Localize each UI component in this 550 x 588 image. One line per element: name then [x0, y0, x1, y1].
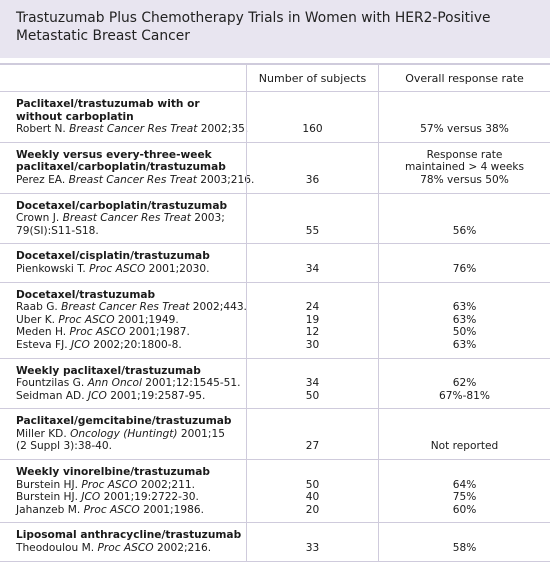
response-cell [378, 409, 550, 459]
reference-journal: JCO [87, 389, 107, 402]
response-value [379, 212, 550, 225]
reference-author: Uber K. [16, 313, 59, 326]
response-value: Response rate [426, 148, 503, 161]
subjects-cell [246, 460, 378, 522]
response-value [379, 365, 550, 378]
table-body [0, 92, 550, 562]
reference-citation: 2001;1986. [139, 503, 204, 516]
subjects-value: 24 [305, 301, 320, 314]
reference-line [16, 479, 246, 492]
trial-cell [0, 244, 246, 281]
trial-cell [0, 523, 246, 560]
reference-line [16, 314, 246, 327]
regimen-heading: Liposomal anthracycline/trastuzumab [16, 529, 242, 542]
reference-author: (2 Suppl 3):38-40. [16, 440, 113, 453]
subjects-cell [246, 143, 378, 193]
response-cell [378, 523, 550, 560]
reference-journal: Proc ASCO [58, 313, 115, 326]
response-cell [378, 244, 550, 281]
subjects-value [247, 529, 378, 542]
subjects-value [247, 289, 378, 302]
reference-line [16, 212, 246, 225]
trial-cell [0, 409, 246, 459]
reference-author: Robert N. [16, 123, 70, 136]
subjects-value [247, 161, 378, 174]
reference-journal: Ann Oncol [87, 377, 142, 390]
regimen-heading: Paclitaxel/gemcitabine/trastuzumab [16, 415, 232, 428]
response-value: 60% [452, 503, 477, 516]
reference-line [16, 542, 246, 555]
response-value: 67%-81% [439, 389, 490, 402]
trial-group [0, 409, 550, 460]
trial-group [0, 194, 550, 245]
reference-citation: 2001;19:2722-30. [100, 491, 199, 504]
response-cell [378, 359, 550, 409]
reference-citation: 2001;1987. [125, 326, 190, 339]
subjects-value [247, 250, 378, 263]
subjects-value [247, 415, 378, 428]
reference-journal: Proc ASCO [89, 262, 146, 275]
response-value: 75% [452, 491, 477, 504]
reference-journal: JCO [81, 491, 101, 504]
trial-group [0, 92, 550, 143]
reference-line [16, 263, 246, 276]
regimen-heading: without carboplatin [16, 110, 134, 123]
response-value: 63% [452, 301, 477, 314]
trial-group [0, 244, 550, 282]
reference-author: Perez EA. [16, 173, 69, 186]
subjects-value: 160 [302, 123, 323, 136]
response-value [379, 289, 550, 302]
response-cell [378, 283, 550, 358]
response-value: 64% [452, 478, 477, 491]
reference-citation: 2001;15 [177, 427, 225, 440]
subjects-value [247, 365, 378, 378]
subjects-value: 30 [305, 338, 320, 351]
reference-author: Fountzilas G. [16, 377, 88, 390]
reference-citation: 2003;216. [196, 173, 255, 186]
regimen-heading: paclitaxel/carboplatin/trastuzumab [16, 161, 226, 174]
response-value [379, 250, 550, 263]
header-subjects: Number of subjects [246, 65, 378, 91]
table-title: Trastuzumab Plus Chemotherapy Trials in Women with HER2-Positive Metastatic Breast Cancer [0, 0, 550, 58]
subjects-value: 36 [305, 173, 320, 186]
reference-citation: 2003; [190, 212, 225, 225]
reference-line [16, 504, 246, 517]
reference-journal: Proc ASCO [81, 478, 138, 491]
subjects-value: 50 [305, 478, 320, 491]
subjects-cell [246, 92, 378, 142]
response-value: 63% [452, 338, 477, 351]
regimen-heading: Weekly paclitaxel/trastuzumab [16, 364, 201, 377]
reference-journal: Proc ASCO [83, 503, 140, 516]
trial-cell [0, 359, 246, 409]
reference-line [16, 491, 246, 504]
trial-group [0, 359, 550, 410]
reference-author: Burstein HJ. [16, 491, 82, 504]
response-value: 56% [452, 224, 477, 237]
subjects-value [247, 200, 378, 213]
subjects-cell [246, 283, 378, 358]
trial-group [0, 523, 550, 561]
subjects-value [247, 212, 378, 225]
reference-line [16, 123, 249, 136]
reference-citation: 2002;443. [189, 301, 247, 314]
response-value [379, 529, 550, 542]
response-value: 76% [452, 262, 477, 275]
reference-citation: 2001;1949. [114, 313, 179, 326]
reference-citation: 2002;20:1800-8. [89, 338, 182, 351]
response-value: maintained > 4 weeks [404, 161, 525, 174]
response-cell [378, 143, 550, 193]
response-value: 63% [452, 313, 477, 326]
subjects-value: 50 [305, 389, 320, 402]
reference-citation: 2001;19:2587-95. [106, 389, 206, 402]
regimen-heading: Docetaxel/carboplatin/trastuzumab [16, 199, 228, 212]
subjects-value: 19 [305, 313, 320, 326]
regimen-heading: Docetaxel/trastuzumab [16, 288, 156, 301]
subjects-value: 33 [305, 542, 320, 555]
response-value [379, 415, 550, 428]
header-response: Overall response rate [378, 65, 550, 91]
reference-line [16, 326, 246, 339]
reference-author: Burstein HJ. [16, 478, 82, 491]
trial-group [0, 283, 550, 359]
reference-line [16, 173, 255, 187]
subjects-value: 40 [305, 491, 320, 504]
response-value [379, 466, 550, 479]
subjects-cell [246, 194, 378, 244]
response-value: 58% [452, 542, 477, 555]
response-value [379, 111, 550, 124]
reference-line [16, 339, 246, 352]
reference-citation: 2001;2030. [145, 262, 210, 275]
subjects-cell [246, 359, 378, 409]
reference-line [16, 428, 246, 441]
reference-author: Theodoulou M. [16, 542, 98, 555]
subjects-value [247, 111, 378, 124]
response-value: 78% versus 50% [420, 173, 509, 186]
subjects-cell [246, 523, 378, 560]
trial-group [0, 460, 550, 523]
subjects-value: 12 [305, 326, 320, 339]
regimen-heading: Docetaxel/cisplatin/trastuzumab [16, 250, 210, 263]
reference-author: Seidman AD. [16, 389, 88, 402]
regimen-heading: Weekly versus every-three-week [16, 148, 212, 161]
response-value [379, 200, 550, 213]
reference-author: Meden H. [16, 326, 70, 339]
reference-author: Raab G. [16, 301, 62, 314]
reference-journal: Breast Cancer Res Treat [68, 173, 197, 186]
subjects-value: 34 [305, 262, 320, 275]
response-value [379, 98, 550, 111]
regimen-heading: Paclitaxel/trastuzumab with or [16, 98, 200, 110]
subjects-cell [246, 409, 378, 459]
reference-citation: 2001;12:1545-51. [141, 377, 241, 390]
reference-line [16, 377, 246, 390]
response-value: 50% [452, 326, 477, 339]
response-cell [378, 92, 550, 142]
reference-journal: Breast Cancer Res Treat [69, 123, 198, 136]
reference-journal: Breast Cancer Res Treat [61, 301, 190, 314]
reference-citation: 2002;216. [153, 542, 212, 555]
response-value: 57% versus 38% [420, 123, 509, 136]
reference-journal: JCO [70, 338, 90, 351]
reference-line [16, 390, 246, 403]
subjects-cell [246, 244, 378, 281]
reference-citation: 2002;211. [137, 478, 196, 491]
trial-cell [0, 143, 255, 193]
reference-line [16, 225, 246, 238]
reference-line [16, 440, 246, 453]
response-cell [378, 460, 550, 522]
subjects-value: 34 [305, 377, 320, 390]
reference-journal: Oncology (Huntingt) [70, 427, 178, 440]
response-value: 62% [452, 377, 477, 390]
subjects-value [247, 149, 378, 162]
table-header-row [0, 63, 550, 92]
subjects-value [247, 428, 378, 441]
reference-author: Crown J. [16, 212, 63, 225]
reference-author: Pienkowski T. [16, 262, 90, 275]
response-value [379, 428, 550, 441]
response-cell [378, 194, 550, 244]
trial-group [0, 143, 550, 194]
reference-author: 79(SI):S11-S18. [16, 224, 99, 237]
reference-author: Jahanzeb M. [16, 503, 84, 516]
trial-cell [0, 283, 246, 358]
subjects-value: 20 [305, 503, 320, 516]
subjects-value [247, 466, 378, 479]
trial-cell [0, 460, 246, 522]
subjects-value: 27 [305, 440, 320, 453]
reference-author: Esteva FJ. [16, 338, 71, 351]
trial-cell [0, 92, 249, 142]
reference-line [16, 301, 246, 314]
subjects-value [247, 98, 378, 111]
subjects-value: 55 [305, 224, 320, 237]
reference-author: Miller KD. [16, 427, 71, 440]
reference-journal: Proc ASCO [97, 542, 154, 555]
reference-journal: Breast Cancer Res Treat [62, 212, 191, 225]
reference-journal: Proc ASCO [69, 326, 126, 339]
regimen-heading: Weekly vinorelbine/trastuzumab [16, 466, 210, 479]
response-value: Not reported [430, 440, 499, 453]
reference-citation: 2002;35. [197, 123, 249, 136]
trial-cell [0, 194, 246, 244]
